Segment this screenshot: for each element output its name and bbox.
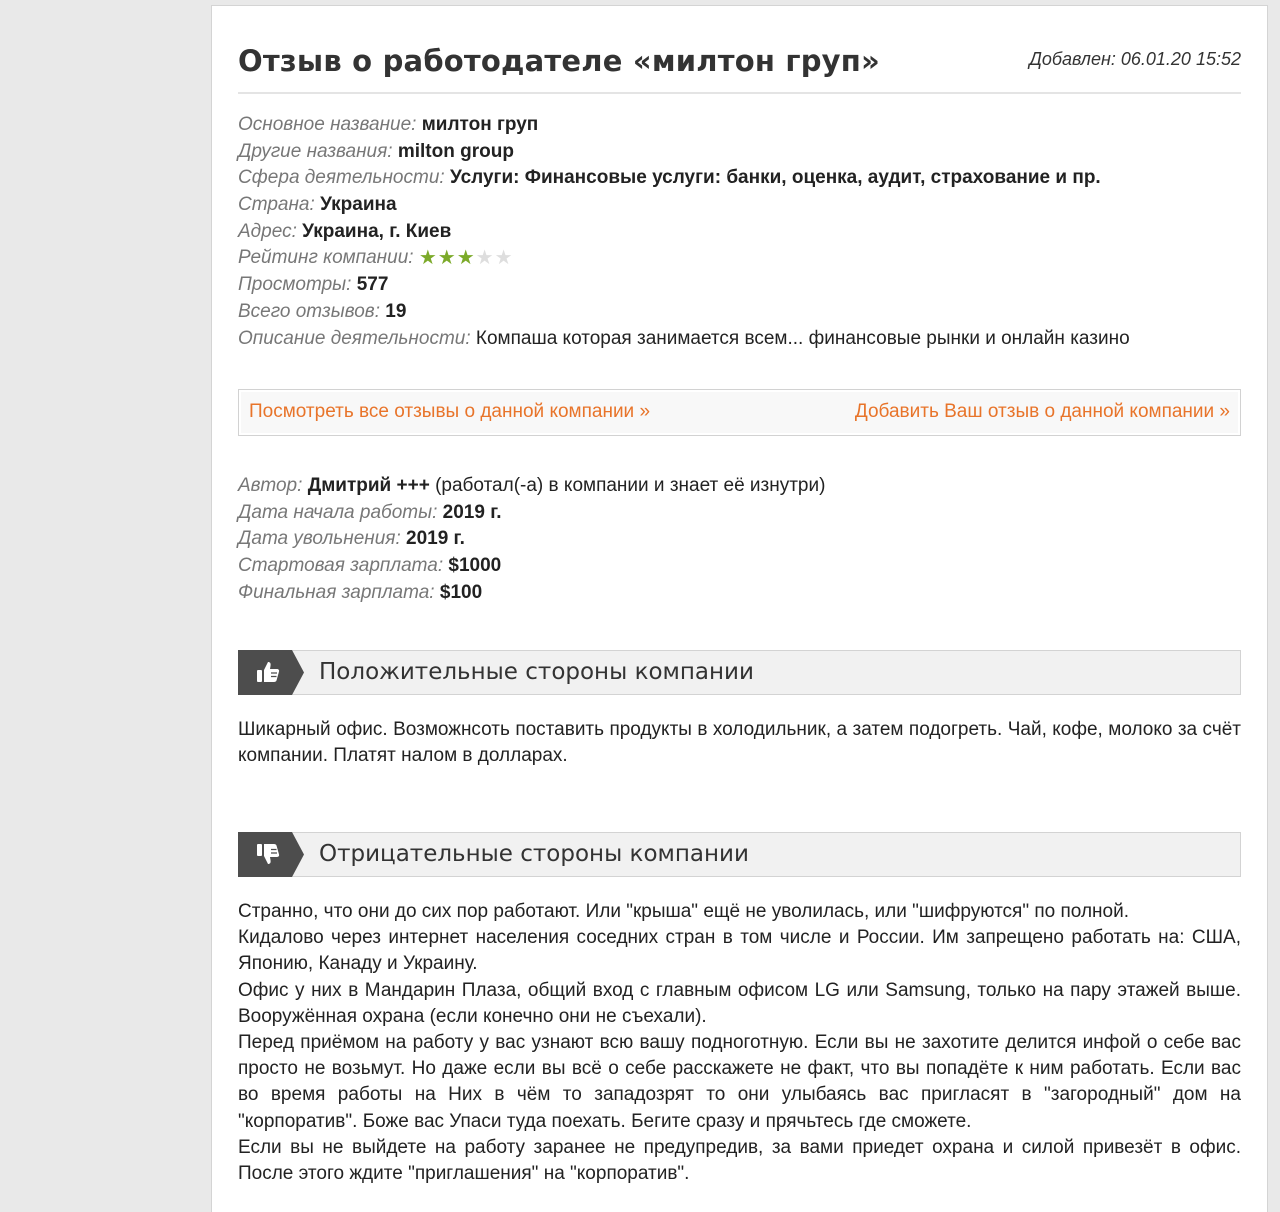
info-value: $1000 xyxy=(448,555,502,577)
info-label: Другие названия: xyxy=(238,140,393,162)
star-icon: ★ xyxy=(418,247,437,270)
negative-paragraph: Если вы не выйдете на работу заранее не предупредив, за вами приедет охрана и силой привезёт в офис. После этого ждите "приглашения" на "корпоратив". xyxy=(238,1136,1241,1185)
info-label: Дата начала работы: xyxy=(238,501,438,523)
thumbs-down-icon xyxy=(238,832,304,877)
add-review-link[interactable]: Добавить Ваш отзыв о данной компании » xyxy=(854,401,1230,422)
info-final-salary xyxy=(238,580,1241,607)
info-main-name xyxy=(238,112,1241,139)
info-label: Дата увольнения: xyxy=(238,528,401,550)
info-label: Просмотры: xyxy=(238,274,352,296)
info-label: Автор: xyxy=(238,475,303,496)
info-label: Сфера деятельности: xyxy=(238,167,445,189)
info-value: Компаша которая занимается всем... финансовые рынки и онлайн казино xyxy=(475,327,1130,349)
rating-stars xyxy=(419,246,514,273)
negative-text xyxy=(238,899,1241,1187)
positive-section-title: Положительные стороны компании xyxy=(319,659,754,685)
review-header xyxy=(238,40,1241,94)
info-label: Основное название: xyxy=(238,114,417,135)
info-value: $100 xyxy=(439,581,483,603)
info-value: милтон груп xyxy=(421,114,539,135)
info-reviews-total xyxy=(238,299,1241,326)
info-sphere xyxy=(238,165,1241,192)
info-other-names xyxy=(238,139,1241,166)
info-value: 2019 г. xyxy=(406,528,465,550)
star-icon: ★ xyxy=(494,247,513,270)
star-icon: ★ xyxy=(437,247,456,270)
view-all-reviews-link[interactable]: Посмотреть все отзывы о данной компании » xyxy=(249,401,651,422)
negative-paragraph: Офис у них в Мандарин Плаза, общий вход с главным офисом LG или Samsung, только на пару этажей выше. Вооружённая охрана (если конечно они не съехали). xyxy=(238,979,1241,1027)
info-value: Украина xyxy=(320,194,397,216)
author-name: Дмитрий +++ xyxy=(307,475,430,496)
info-start-date xyxy=(238,500,1241,527)
positive-section-header xyxy=(238,650,1241,695)
author-info xyxy=(238,473,1241,606)
added-date: Добавлен: 06.01.20 15:52 xyxy=(1029,49,1241,69)
negative-paragraph: Странно, что они до сих пор работают. Или "крыша" ещё не уволилась, или "шифруются" по полной. xyxy=(238,901,1129,922)
info-value: Услуги: Финансовые услуги: банки, оценка, аудит, страхование и пр. xyxy=(449,167,1101,189)
info-label: Стартовая зарплата: xyxy=(238,555,444,577)
info-label: Адрес: xyxy=(238,220,297,242)
info-label: Всего отзывов: xyxy=(238,300,380,322)
info-views xyxy=(238,272,1241,299)
star-icon: ★ xyxy=(456,247,475,270)
info-start-salary xyxy=(238,553,1241,580)
info-value: 577 xyxy=(356,274,389,296)
info-country xyxy=(238,192,1241,219)
info-value: 19 xyxy=(385,300,407,322)
thumbs-up-icon xyxy=(238,650,304,695)
info-address xyxy=(238,219,1241,246)
company-info xyxy=(238,112,1241,352)
negative-section-title: Отрицательные стороны компании xyxy=(319,841,749,867)
positive-text: Шикарный офис. Возможнсоть поставить продукты в холодильник, а затем подогреть. Чай, кофе, молоко за счёт компании. Платят налом в долларах. xyxy=(238,719,1241,767)
negative-paragraph: Перед приёмом на работу у вас узнают всю вашу подноготную. Если вы не захотите делится инфой о себе вас просто не возьмут. Но даже если вы всё о себе расскажете не факт, что вы попадёте к ним работать. Если вас во время работы на Них в чём то западозрят то они улыбаясь вас пригласят в "загородный" дом на "корпоратив". Боже вас Упаси туда поехать. Бегите сразу и прячьтесь где сможете. xyxy=(238,1032,1241,1132)
review-card xyxy=(211,5,1268,1212)
info-author xyxy=(238,473,1241,500)
info-label: Рейтинг компании: xyxy=(238,247,414,269)
info-value: 2019 г. xyxy=(442,501,502,523)
page-title: Отзыв о работодателе «милтон груп» xyxy=(238,44,880,78)
review-links-box xyxy=(238,389,1241,436)
info-end-date xyxy=(238,526,1241,553)
star-icon: ★ xyxy=(475,247,494,270)
info-label: Финальная зарплата: xyxy=(238,581,435,603)
info-value: Украина, г. Киев xyxy=(302,220,452,242)
info-description xyxy=(238,326,1241,353)
negative-paragraph: Кидалово через интернет населения соседних стран в том числе и России. Им запрещено работать на: США, Японию, Канаду и Украину. xyxy=(238,927,1241,975)
info-value: milton group xyxy=(397,140,514,162)
negative-section-header xyxy=(238,832,1241,877)
info-label: Страна: xyxy=(238,194,315,216)
info-rating xyxy=(238,245,1241,272)
author-note: (работал(-а) в компании и знает её изнутри) xyxy=(435,475,826,496)
info-label: Описание деятельности: xyxy=(238,327,471,349)
